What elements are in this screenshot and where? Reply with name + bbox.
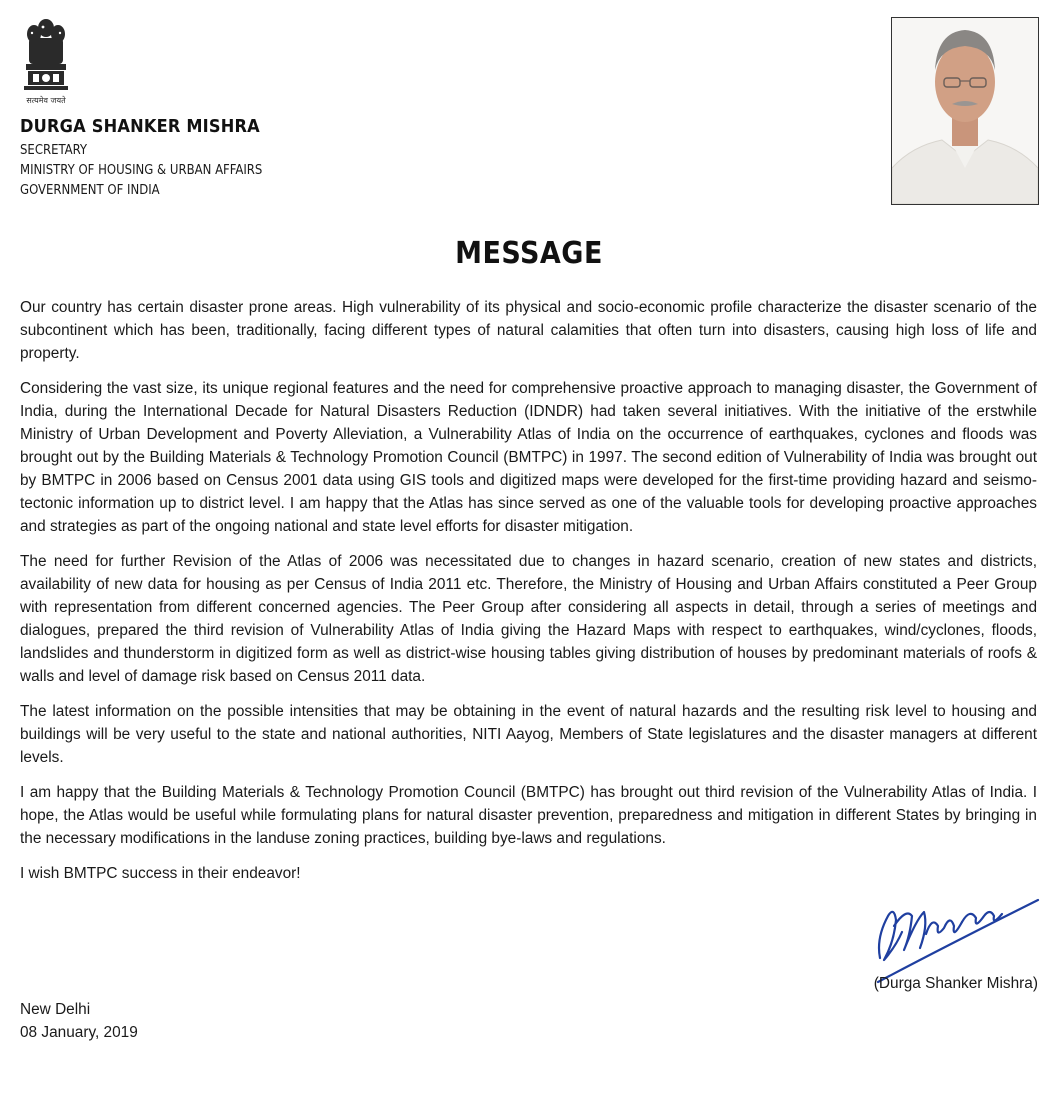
date: 08 January, 2019 <box>20 1024 138 1041</box>
paragraph: The need for further Revision of the Atlas of 2006 was necessitated due to changes in hazard scenario, creation of new states and districts, availability of new data for housing as per Census of India 2011 etc. Therefore, the Ministry of Housing and Urban Affairs constituted a Peer Group with representation from different concerned agencies. The Peer Group after considering all aspects in detail, through a series of meetings and dialogues, prepared the third revision of Vulnerability Atlas of India giving the Hazard Maps with respect to earthquakes, wind/cyclones, floods, landslides and thunderstorm in digitized form as well as district-wise housing tables giving distribution of houses by predominant materials of roofs & walls and level of damage risk based on Census 2011 data. <box>20 553 1037 685</box>
portrait-photo <box>891 17 1039 205</box>
place: New Delhi <box>20 1001 91 1018</box>
sender-ministry: MINISTRY OF HOUSING & URBAN AFFAIRS <box>20 163 263 178</box>
sender-government: GOVERNMENT OF INDIA <box>20 183 160 198</box>
paragraph: The latest information on the possible intensities that may be obtaining in the event of natural hazards and the resulting risk level to housing and buildings will be very useful to the state and national authorities, NITI Aayog, Members of State legislatures and the disaster managers at different levels. <box>20 703 1037 766</box>
sender-name: DURGA SHANKER MISHRA <box>20 116 260 137</box>
sender-block <box>20 116 262 201</box>
signature-image <box>866 886 1042 988</box>
signatory-name: (Durga Shanker Mishra) <box>873 975 1038 992</box>
sender-designation: SECRETARY <box>20 143 88 158</box>
message-body <box>20 296 1037 897</box>
paragraph: Our country has certain disaster prone areas. High vulnerability of its physical and socio-economic profile characterize the disaster scenario of the subcontinent which has been, traditionally, facing different types of natural calamities that often turn into disasters, causing high loss of life and property. <box>20 299 1037 362</box>
paragraph: Considering the vast size, its unique regional features and the need for comprehensive proactive approach to managing disaster, the Government of India, during the International Decade for Natural Disasters Reduction (IDNDR) had taken several initiatives. With the initiative of the erstwhile Ministry of Urban Development and Poverty Alleviation, a Vulnerability Atlas of India on the occurrence of earthquakes, cyclones and floods was brought out by the Building Materials & Technology Promotion Council (BMTPC) in 1997. The second edition of Vulnerability of India was brought out by BMTPC in 2006 based on Census 2001 data using GIS tools and digitized maps were developed for the first-time providing hazard and seismo-tectonic information up to district level. I am happy that the Atlas has since served as one of the valuable tools for developing proactive approaches and strategies as part of the ongoing national and state level efforts for disaster mitigation. <box>20 380 1037 535</box>
place-date-block <box>20 998 138 1044</box>
page-title: MESSAGE <box>455 236 603 271</box>
paragraph: I am happy that the Building Materials & Technology Promotion Council (BMTPC) has brought out third revision of the Vulnerability Atlas of India. I hope, the Atlas would be useful while formulating plans for natural disaster prevention, preparedness and mitigation in different States by bringing in the necessary modifications in the landuse zoning practices, building bye-laws and regulations. <box>20 784 1037 847</box>
emblem-motto: सत्यमेव जयते <box>26 96 66 105</box>
national-emblem-icon <box>20 14 72 106</box>
paragraph: I wish BMTPC success in their endeavor! <box>20 865 301 882</box>
